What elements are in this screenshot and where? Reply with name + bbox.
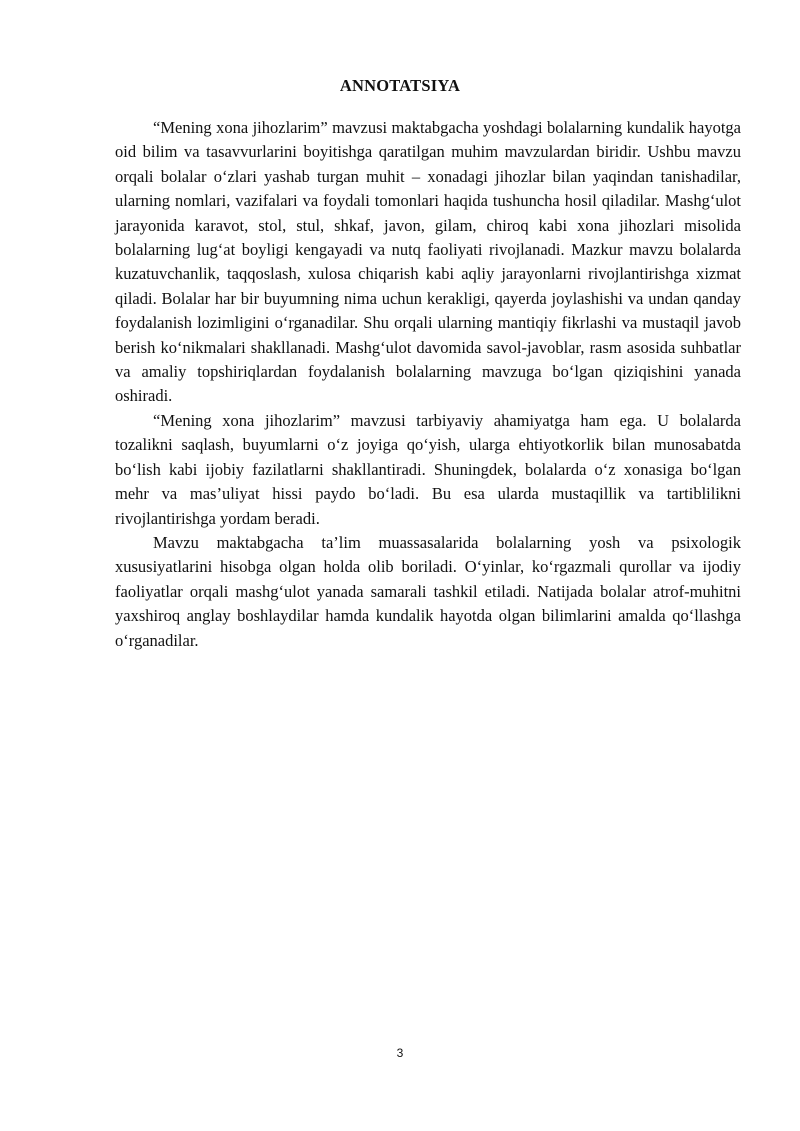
- annotation-body: [115, 116, 741, 653]
- paragraph-2: “Mening xona jihozlarim” mavzusi tarbiyaviy ahamiyatga ham ega. U bolalarda tozalikni saqlash, buyumlarni o‘z joyiga qo‘yish, ularga ehtiyotkorlik bilan munosabatda bo‘lish kabi ijobiy fazilatlarni shakllantiradi. Shuningdek, bolalarda o‘z xonasiga bo‘lgan mehr va mas’uliyat hissi paydo bo‘ladi. Bu esa ularda mustaqillik va tartiblilikni rivojlantirishga yordam beradi.: [115, 410, 741, 528]
- paragraph-1: “Mening xona jihozlarim” mavzusi maktabgacha yoshdagi bolalarning kundalik hayotga oid bilim va tasavvurlarini boyitishga qaratilgan muhim mavzulardan biridir. Ushbu mavzu orqali bolalar o‘zlari yashab turgan muhit – xonadagi jihozlar bilan yaqindan tanishadilar, ularning nomlari, vazifalari va foydali tomonlari haqida tushuncha hosil qiladilar. Mashg‘ulot jarayonida karavot, stol, stul, shkaf, javon, gilam, chiroq kabi xona jihozlari misolida bolalarning lug‘at boyligi kengayadi va nutq faoliyati rivojlanadi. Mazkur mavzu bolalarda kuzatuvchanlik, taqqoslash, xulosa chiqarish kabi aqliy jarayonlarni rivojlantirishga xizmat qiladi. Bolalar har bir buyumning nima uchun kerakligi, qayerda joylashishi va undan qanday foydalanish lozimligini o‘rganadilar. Shu orqali ularning mantiqiy fikrlashi va mustaqil javob berish ko‘nikmalari shakllanadi. Mashg‘ulot davomida savol-javoblar, rasm asosida suhbatlar va amaliy topshiriqlardan foydalanish bolalarning mavzuga bo‘lgan qiziqishini yanada oshiradi.: [115, 118, 741, 406]
- page-title: ANNOTATSIYA: [339, 76, 461, 95]
- page-number: 3: [396, 1046, 404, 1060]
- paragraph-3: Mavzu maktabgacha ta’lim muassasalarida bolalarning yosh va psixologik xususiyatlarini hisobga olgan holda olib boriladi. O‘yinlar, ko‘rgazmali qurollar va ijodiy faoliyatlar orqali mashg‘ulot yanada samarali tashkil etiladi. Natijada bolalar atrof-muhitni yaxshiroq anglay boshlaydilar hamda kundalik hayotda olgan bilimlarini amalda qo‘llashga o‘rganadilar.: [115, 532, 741, 650]
